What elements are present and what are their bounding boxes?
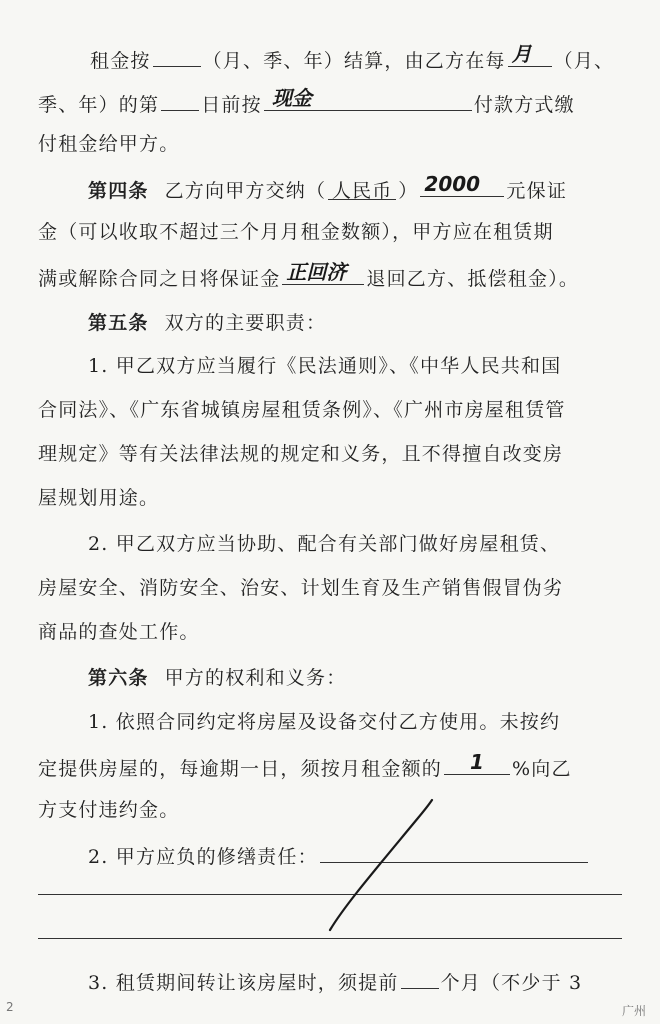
clause-5-1-line-2: 合同法》、《广东省城镇房屋租赁条例》、《广州市房屋租赁管	[38, 399, 566, 421]
article-4-line-2: 金（可以收取不超过三个月月租金数额），甲方应在租赁期	[38, 221, 554, 243]
handwritten-return-note: 正回济	[286, 260, 347, 284]
article-6-heading: 第六条 甲方的权利和义务：	[88, 667, 347, 689]
clause-6-1-line-3: 方支付违约金。	[38, 799, 180, 821]
clause-5-2-line-3: 商品的查处工作。	[38, 621, 200, 643]
clause-6-2-line-1: 2. 甲方应负的修缮责任：	[38, 840, 630, 871]
clause-5-2-line-2: 房屋安全、消防安全、治安、计划生育及生产销售假冒伪劣	[38, 577, 564, 599]
region-footer: 广州	[622, 1004, 647, 1018]
clause-5-1-line-1: 1. 甲乙双方应当履行《民法通则》、《中华人民共和国	[88, 355, 562, 377]
rent-settlement-line-3: 付租金给甲方。	[38, 133, 180, 155]
clause-6-3-line-1: 3. 租赁期间转让该房屋时，须提前 个月（不少于 3	[38, 966, 630, 997]
article-6-title: 第六条	[88, 667, 149, 689]
article-5-heading: 第五条 双方的主要职责：	[88, 312, 327, 334]
article-4-title: 第四条	[88, 180, 149, 202]
clause-5-1-line-4: 屋规划用途。	[38, 487, 160, 509]
clause-5-1-line-3: 理规定》等有关法律法规的规定和义务，且不得擅自改变房	[38, 443, 564, 465]
rent-settlement-line-2: 季、年）的第 日前按 现金 付款方式缴	[38, 86, 575, 116]
currency-blank: 人民币	[328, 177, 396, 200]
clause-6-1-line-1: 1. 依照合同约定将房屋及设备交付乙方使用。未按约	[88, 711, 561, 733]
handwritten-penalty-rate: 1	[470, 750, 484, 774]
notice-months-blank	[401, 966, 439, 989]
clause-5-2-line-1: 2. 甲乙双方应当协助、配合有关部门做好房屋租赁、	[88, 533, 561, 555]
page-number: 2	[6, 1000, 14, 1014]
handwritten-cash: 现金	[271, 86, 312, 110]
article-4-line-3: 满或解除合同之日将保证金 正回济 退回乙方、抵偿租金）。	[38, 260, 580, 290]
handwritten-month: 月	[511, 42, 532, 66]
handwritten-deposit-amount: 2000	[424, 172, 481, 196]
article-5-title: 第五条	[88, 312, 149, 334]
article-4-line-1: 第四条 乙方向甲方交纳（ 人民币 ） 2000 元保证	[88, 172, 568, 202]
rent-settlement-line-1: 租金按 （月、季、年）结算，由乙方在每 月 （月、	[90, 42, 615, 72]
clause-6-1-line-2: 定提供房屋的，每逾期一日，须按月租金额的 1 %向乙	[38, 750, 572, 780]
